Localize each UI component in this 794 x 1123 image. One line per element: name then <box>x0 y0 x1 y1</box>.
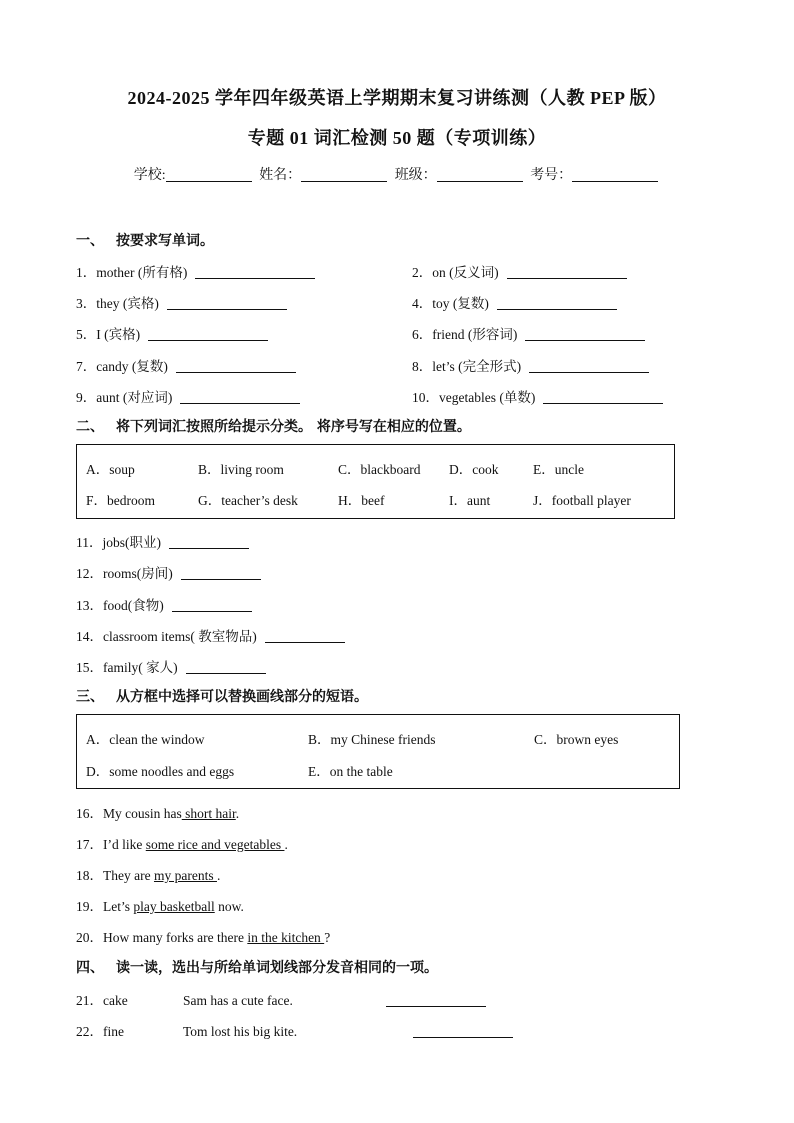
section-4-title: 读一读，选出与所给单词划线部分发音相同的一项。 <box>116 960 438 976</box>
sentence-end: . <box>235 806 240 821</box>
question-number: 21． <box>76 993 103 1008</box>
section-1-title: 按要求写单词。 <box>116 233 214 249</box>
question-18 <box>76 864 220 884</box>
phrase-option-e: E．on the table <box>308 764 393 779</box>
answer-blank[interactable] <box>186 660 266 674</box>
underlined-phrase: play basketball <box>133 899 215 914</box>
target-word: fine <box>103 1024 124 1039</box>
phrase-option-d: D．some noodles and eggs <box>86 764 235 779</box>
answer-blank[interactable] <box>148 327 268 341</box>
option-g: G．teacher’s desk <box>198 493 298 508</box>
answer-blank[interactable] <box>169 535 249 549</box>
phrase-option-b: B．my Chinese friends <box>308 732 436 747</box>
question-text: 3．they (宾格) <box>76 296 159 311</box>
question-12 <box>76 562 261 582</box>
sentence-end: . <box>216 868 221 883</box>
question-text: 15．family( 家人) <box>76 660 178 675</box>
answer-blank[interactable] <box>176 359 296 373</box>
answer-blank[interactable] <box>172 598 252 612</box>
question-number: 22． <box>76 1024 103 1039</box>
question-19 <box>76 895 244 915</box>
sentence: Sam has a cute face. <box>183 993 293 1008</box>
option-a: A．soup <box>86 462 135 477</box>
section-1-number: 一、 <box>76 233 104 249</box>
question-text: 8．let’s (完全形式) <box>412 359 522 374</box>
question-text: 13．food(食物) <box>76 598 164 613</box>
sentence-start: 18．They are <box>76 868 154 883</box>
sentence-start: 20．How many forks are there <box>76 930 248 945</box>
question-text: 5．I (宾格) <box>76 327 141 342</box>
question-text: 10．vegetables (单数) <box>412 390 536 405</box>
answer-blank[interactable] <box>413 1024 513 1038</box>
student-info-row <box>0 164 794 184</box>
answer-blank[interactable] <box>507 265 627 279</box>
answer-blank[interactable] <box>525 327 645 341</box>
sentence-end: now. <box>214 899 244 914</box>
answer-blank[interactable] <box>181 566 261 580</box>
sentence-end: . <box>284 837 288 852</box>
answer-blank[interactable] <box>167 296 287 310</box>
question-15 <box>76 656 266 676</box>
class-label: 班级： <box>394 168 437 183</box>
question-7 <box>76 355 296 375</box>
question-1 <box>76 261 315 281</box>
name-label: 姓名： <box>259 168 302 183</box>
option-j: J．football player <box>533 493 631 508</box>
section-2-title: 将下列词汇按照所给提示分类。 将序号写在相应的位置。 <box>116 419 471 435</box>
question-2 <box>412 261 627 281</box>
question-text: 14．classroom items( 教室物品) <box>76 629 257 644</box>
question-5 <box>76 323 268 343</box>
question-13 <box>76 594 252 614</box>
exam-number-blank[interactable] <box>572 167 658 182</box>
option-e: E．uncle <box>533 462 584 477</box>
question-text: 11．jobs(职业) <box>76 535 161 550</box>
answer-blank[interactable] <box>543 390 663 404</box>
section-3-heading <box>76 686 368 706</box>
question-3 <box>76 292 287 312</box>
section-2-heading <box>76 416 471 436</box>
section-3-number: 三、 <box>76 689 104 705</box>
question-20 <box>76 926 330 946</box>
school-label: 学校: <box>133 168 166 183</box>
school-blank[interactable] <box>166 167 252 182</box>
section-4-number: 四、 <box>76 960 104 976</box>
question-14 <box>76 625 345 645</box>
exam-number-label: 考号： <box>530 168 573 183</box>
sentence: Tom lost his big kite. <box>183 1024 298 1039</box>
underlined-phrase: some rice and vegetables <box>145 837 285 852</box>
answer-blank[interactable] <box>529 359 649 373</box>
option-c: C．blackboard <box>338 462 421 477</box>
underlined-phrase: in the kitchen <box>247 930 325 945</box>
question-text: 2．on (反义词) <box>412 265 499 280</box>
phrase-option-a: A．clean the window <box>86 732 205 747</box>
answer-blank[interactable] <box>180 390 300 404</box>
question-16 <box>76 802 239 822</box>
question-text: 6．friend (形容词) <box>412 327 518 342</box>
question-6 <box>412 323 645 343</box>
question-17 <box>76 833 288 853</box>
page-title: 2024-2025 学年四年级英语上学期期末复习讲练测（人教 PEP 版） <box>127 88 667 108</box>
phrase-option-c: C．brown eyes <box>534 732 619 747</box>
question-22 <box>76 1020 513 1040</box>
underlined-phrase: my parents <box>153 868 217 883</box>
question-text: 4．toy (复数) <box>412 296 489 311</box>
sentence-end: ? <box>324 930 331 945</box>
question-11 <box>76 531 249 551</box>
question-text: 7．candy (复数) <box>76 359 168 374</box>
sentence-start: 17．I’d like <box>76 837 146 852</box>
option-i: I．aunt <box>449 493 491 508</box>
answer-blank[interactable] <box>195 265 315 279</box>
question-21 <box>76 989 486 1009</box>
sentence-start: 19．Let’s <box>76 899 134 914</box>
class-blank[interactable] <box>437 167 523 182</box>
option-h: H．beef <box>338 493 385 508</box>
answer-blank[interactable] <box>265 629 345 643</box>
option-f: F．bedroom <box>86 493 155 508</box>
question-text: 12．rooms(房间) <box>76 566 173 581</box>
section-2-number: 二、 <box>76 419 104 435</box>
question-4 <box>412 292 617 312</box>
option-b: B．living room <box>198 462 284 477</box>
section-4-heading <box>76 957 438 977</box>
answer-blank[interactable] <box>386 993 486 1007</box>
question-9 <box>76 386 300 406</box>
question-text: 1．mother (所有格) <box>76 265 188 280</box>
question-8 <box>412 355 649 375</box>
section-1-heading <box>76 230 214 250</box>
section-3-title: 从方框中选择可以替换画线部分的短语。 <box>116 689 368 705</box>
sentence-start: 16．My cousin has <box>76 806 182 821</box>
name-blank[interactable] <box>301 167 387 182</box>
underlined-phrase: short hair <box>181 806 236 821</box>
page-subtitle: 专题 01 词汇检测 50 题（专项训练） <box>247 128 547 148</box>
target-word: cake <box>103 993 128 1008</box>
question-10 <box>412 386 663 406</box>
question-text: 9．aunt (对应词) <box>76 390 173 405</box>
option-d: D．cook <box>449 462 499 477</box>
answer-blank[interactable] <box>497 296 617 310</box>
